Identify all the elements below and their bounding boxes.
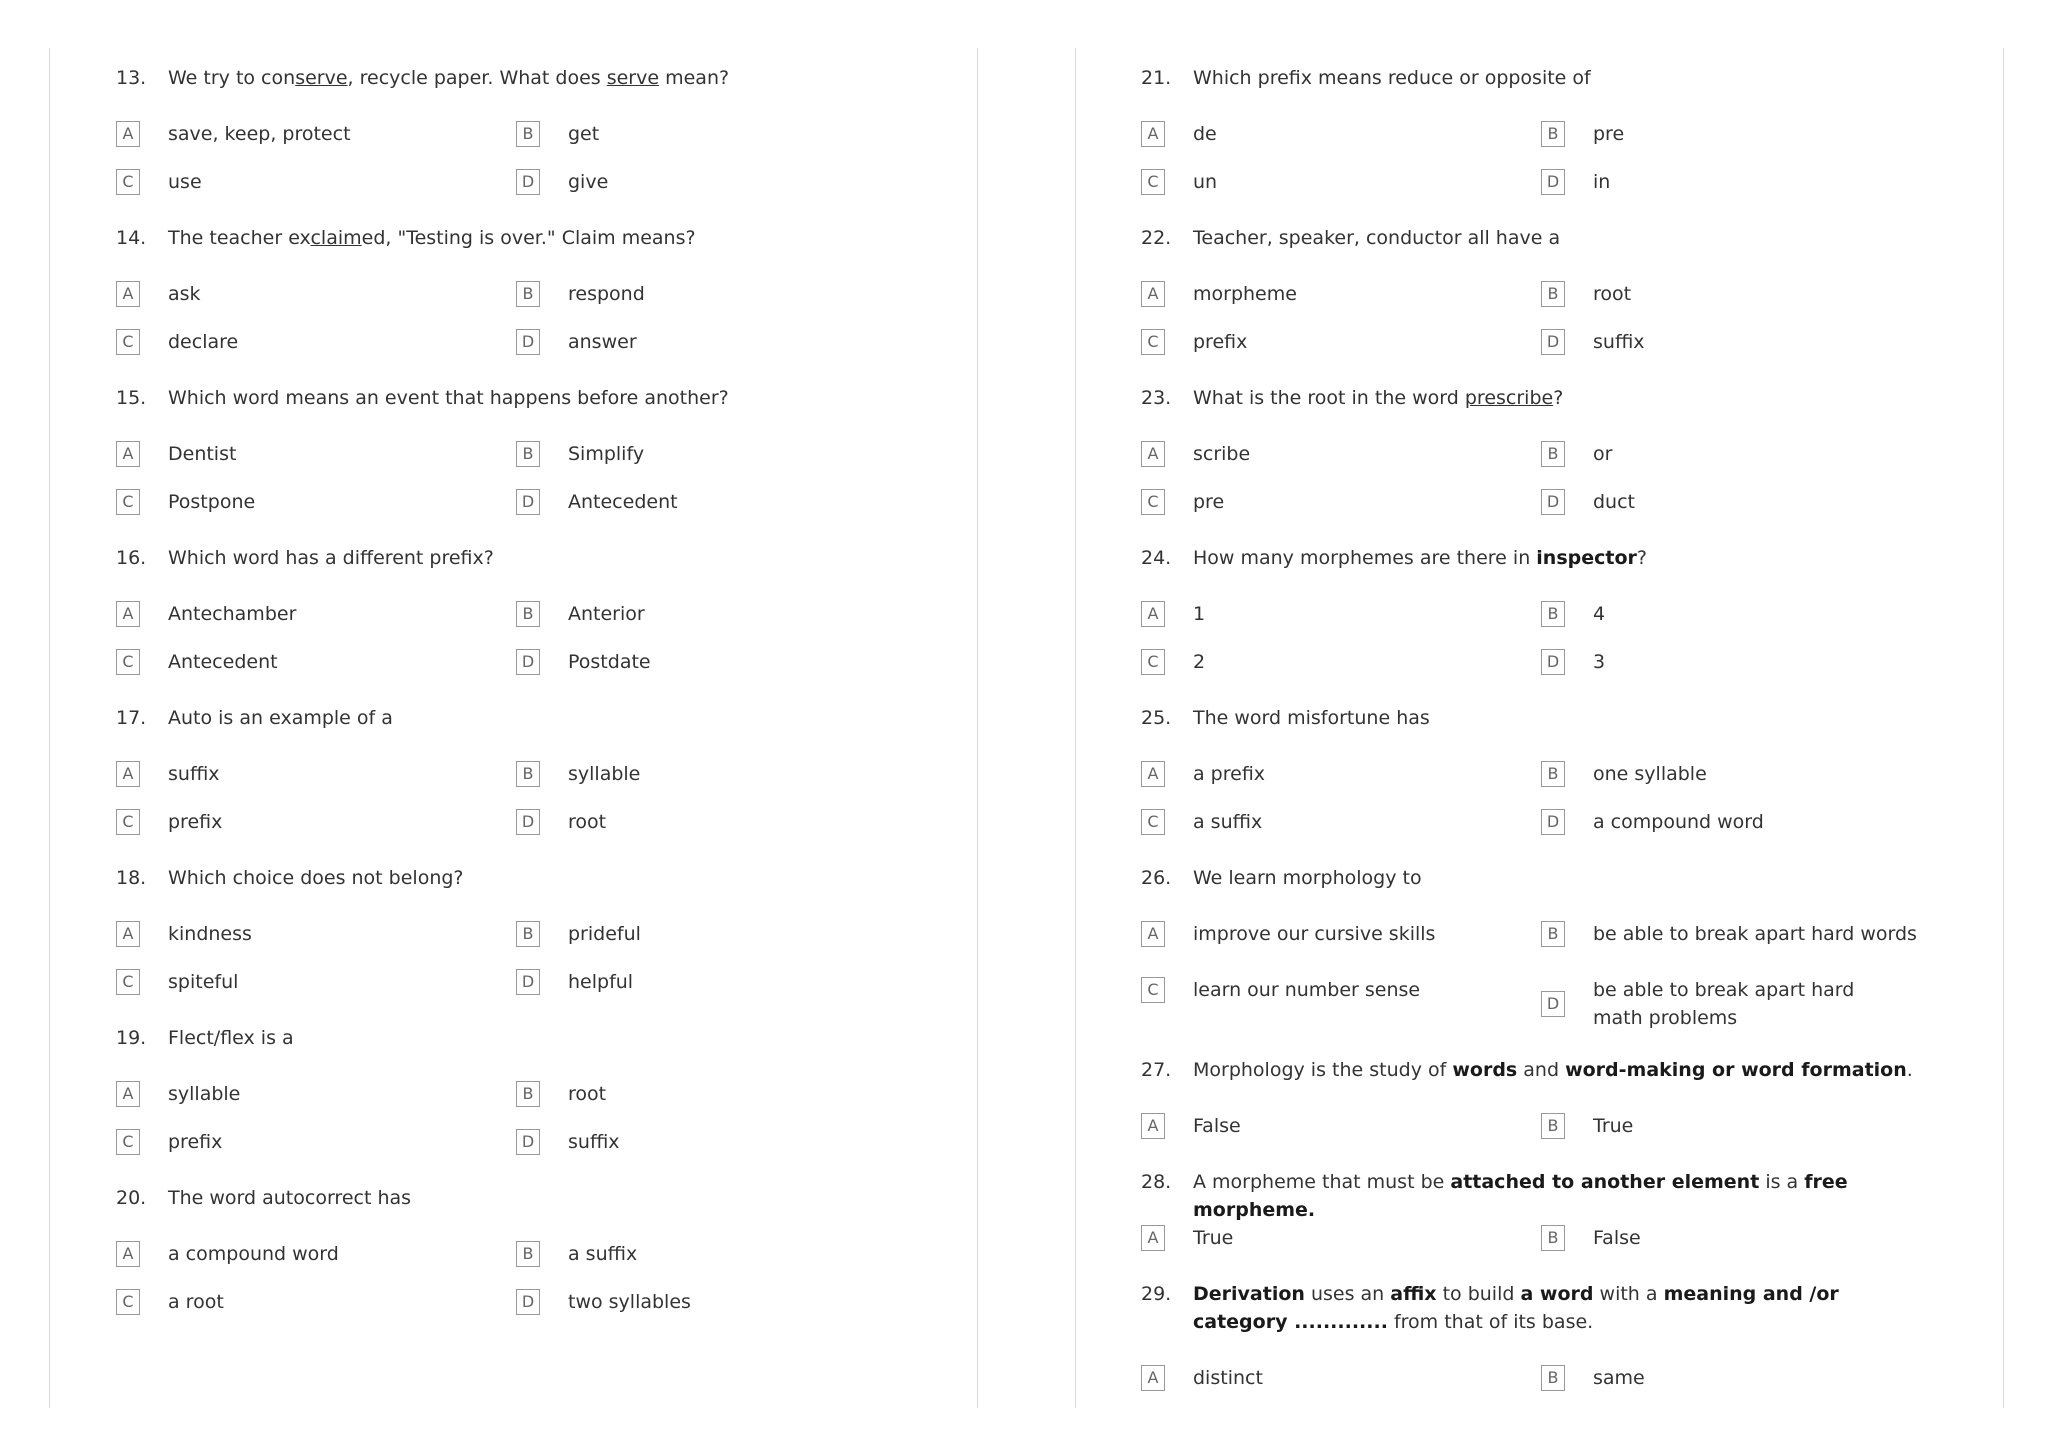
option-text: two syllables xyxy=(568,1291,691,1313)
option-text: root xyxy=(568,1083,607,1105)
option-text: pre xyxy=(1193,491,1225,513)
option-letter-box[interactable]: D xyxy=(1541,169,1565,195)
page-divider-right-edge xyxy=(2003,48,2004,1408)
answer-option-d[interactable] xyxy=(1541,168,1923,196)
option-letter-box[interactable]: B xyxy=(516,281,540,307)
question-number: 28. xyxy=(1141,1171,1172,1193)
answer-option-d[interactable] xyxy=(516,1288,898,1316)
question-number: 14. xyxy=(116,227,147,249)
question-header xyxy=(116,704,916,732)
option-text: True xyxy=(1593,1115,1634,1137)
option-letter-box[interactable]: C xyxy=(1141,649,1165,675)
question-text: What is the root in the word prescribe? xyxy=(1193,387,1564,409)
answer-option-c[interactable] xyxy=(116,168,498,196)
answer-option-c[interactable] xyxy=(116,808,498,836)
option-letter-box[interactable]: B xyxy=(1541,1113,1565,1139)
option-text: distinct xyxy=(1193,1367,1263,1389)
option-text: 2 xyxy=(1193,651,1206,673)
option-letter-box[interactable]: A xyxy=(1141,1225,1165,1251)
question-header xyxy=(1141,224,1941,252)
question-header xyxy=(1141,64,1941,92)
option-text: Postpone xyxy=(168,491,256,513)
question-14 xyxy=(116,224,916,353)
option-letter-box[interactable]: D xyxy=(516,489,540,515)
option-text: False xyxy=(1193,1115,1241,1137)
answer-option-b[interactable] xyxy=(516,920,898,948)
question-header xyxy=(116,1024,916,1052)
question-text: Which word has a different prefix? xyxy=(168,547,494,569)
question-number: 18. xyxy=(116,867,147,889)
option-text: scribe xyxy=(1193,443,1251,465)
page-divider-right-start xyxy=(1075,48,1076,1408)
option-text: prefix xyxy=(168,1131,223,1153)
option-text: False xyxy=(1593,1227,1641,1249)
option-letter-box[interactable]: B xyxy=(516,761,540,787)
question-number: 29. xyxy=(1141,1283,1172,1305)
option-text: un xyxy=(1193,171,1218,193)
option-letter-box[interactable]: B xyxy=(516,121,540,147)
option-text: in xyxy=(1593,171,1611,193)
answer-option-b[interactable] xyxy=(516,600,898,628)
answer-option-a[interactable] xyxy=(1141,760,1523,788)
option-text: prefix xyxy=(1193,331,1248,353)
option-text: prideful xyxy=(568,923,641,945)
answer-option-d[interactable] xyxy=(516,968,898,996)
question-text: The teacher exclaimed, "Testing is over." Claim means? xyxy=(168,227,696,249)
option-letter-box[interactable]: B xyxy=(1541,121,1565,147)
option-letter-box[interactable]: A xyxy=(116,121,140,147)
question-text: Morphology is the study of words and word-making or word formation. xyxy=(1193,1059,1913,1081)
question-text: How many morphemes are there in inspector? xyxy=(1193,547,1647,569)
option-letter-box[interactable]: D xyxy=(1541,329,1565,355)
answer-option-a[interactable] xyxy=(116,760,498,788)
option-letter-box[interactable]: B xyxy=(1541,1225,1565,1251)
answer-option-c[interactable] xyxy=(1141,488,1523,516)
option-letter-box[interactable]: C xyxy=(116,489,140,515)
question-text: Derivation uses an affix to build a word with a meaning and /or category ............. from that of its base. xyxy=(1193,1283,1839,1333)
question-23 xyxy=(1141,384,1941,513)
question-number: 19. xyxy=(116,1027,147,1049)
option-letter-box[interactable]: B xyxy=(516,601,540,627)
question-20 xyxy=(116,1184,916,1313)
question-header xyxy=(116,64,916,92)
option-letter-box[interactable]: C xyxy=(116,1289,140,1315)
option-letter-box[interactable]: A xyxy=(1141,921,1165,947)
question-number: 25. xyxy=(1141,707,1172,729)
option-text: improve our cursive skills xyxy=(1193,923,1436,945)
option-text: morpheme xyxy=(1193,283,1297,305)
option-letter-box[interactable]: B xyxy=(516,441,540,467)
answer-option-a[interactable] xyxy=(116,1240,498,1268)
answer-option-d[interactable] xyxy=(516,1128,898,1156)
answer-option-d[interactable] xyxy=(1541,976,1893,1032)
question-text: We learn morphology to xyxy=(1193,867,1422,889)
option-letter-box[interactable]: A xyxy=(1141,281,1165,307)
question-header xyxy=(1141,384,1941,412)
option-letter-box[interactable]: A xyxy=(116,761,140,787)
question-18 xyxy=(116,864,916,993)
page-divider-left-edge xyxy=(49,48,50,1408)
answer-option-d[interactable] xyxy=(1541,648,1923,676)
option-letter-box[interactable]: C xyxy=(116,969,140,995)
option-text: a compound word xyxy=(1593,811,1764,833)
answer-option-c[interactable] xyxy=(116,968,498,996)
answer-option-b[interactable] xyxy=(516,760,898,788)
option-text: pre xyxy=(1593,123,1625,145)
option-text: 1 xyxy=(1193,603,1206,625)
option-letter-box[interactable]: C xyxy=(1141,489,1165,515)
option-text: helpful xyxy=(568,971,634,993)
question-header xyxy=(1141,864,1941,892)
option-text: Anterior xyxy=(568,603,645,625)
answer-option-c[interactable] xyxy=(116,648,498,676)
option-text: learn our number sense xyxy=(1193,979,1421,1001)
option-letter-box[interactable]: D xyxy=(516,1289,540,1315)
option-text: give xyxy=(568,171,609,193)
option-letter-box[interactable]: D xyxy=(516,809,540,835)
question-25 xyxy=(1141,704,1941,833)
question-number: 23. xyxy=(1141,387,1172,409)
option-letter-box[interactable]: D xyxy=(516,649,540,675)
answer-option-b[interactable] xyxy=(516,120,898,148)
answer-option-a[interactable] xyxy=(1141,120,1523,148)
answer-option-d[interactable] xyxy=(1541,328,1923,356)
option-letter-box[interactable]: A xyxy=(116,441,140,467)
option-letter-box[interactable]: A xyxy=(1141,121,1165,147)
question-header xyxy=(116,544,916,572)
question-text: Flect/flex is a xyxy=(168,1027,294,1049)
option-letter-box[interactable]: B xyxy=(516,1081,540,1107)
answer-option-b[interactable] xyxy=(1541,1224,1923,1252)
option-text: same xyxy=(1593,1367,1645,1389)
option-letter-box[interactable]: C xyxy=(116,169,140,195)
answer-option-d[interactable] xyxy=(1541,808,1923,836)
option-letter-box[interactable]: A xyxy=(116,1241,140,1267)
option-letter-box[interactable]: C xyxy=(1141,977,1165,1003)
answer-option-b[interactable] xyxy=(516,1080,898,1108)
option-text: save, keep, protect xyxy=(168,123,351,145)
page-divider-left-end xyxy=(977,48,978,1408)
question-text: Teacher, speaker, conductor all have a xyxy=(1193,227,1561,249)
option-letter-box[interactable]: D xyxy=(1541,649,1565,675)
question-header xyxy=(1141,544,1941,572)
question-number: 21. xyxy=(1141,67,1172,89)
option-text: Antecedent xyxy=(568,491,678,513)
answer-option-b[interactable] xyxy=(1541,440,1923,468)
option-letter-box[interactable]: A xyxy=(1141,1365,1165,1391)
answer-option-d[interactable] xyxy=(516,808,898,836)
option-text: syllable xyxy=(168,1083,241,1105)
answer-option-a[interactable] xyxy=(1141,1224,1523,1252)
question-number: 16. xyxy=(116,547,147,569)
option-text: 3 xyxy=(1593,651,1606,673)
question-header xyxy=(116,384,916,412)
option-letter-box[interactable]: D xyxy=(1541,991,1565,1017)
question-16 xyxy=(116,544,916,673)
answer-option-b[interactable] xyxy=(1541,1112,1923,1140)
answer-option-a[interactable] xyxy=(116,600,498,628)
question-text: Which choice does not belong? xyxy=(168,867,464,889)
option-text: suffix xyxy=(568,1131,620,1153)
option-letter-box[interactable]: D xyxy=(516,169,540,195)
option-text: Antecedent xyxy=(168,651,278,673)
answer-option-c[interactable] xyxy=(1141,168,1523,196)
option-letter-box[interactable]: D xyxy=(516,1129,540,1155)
option-text: a prefix xyxy=(1193,763,1266,785)
option-text: ask xyxy=(168,283,201,305)
option-text: use xyxy=(168,171,202,193)
option-text: spiteful xyxy=(168,971,239,993)
answer-option-d[interactable] xyxy=(1541,488,1923,516)
question-number: 15. xyxy=(116,387,147,409)
question-header xyxy=(1141,1056,1941,1084)
question-number: 17. xyxy=(116,707,147,729)
option-text: answer xyxy=(568,331,637,353)
answer-option-a[interactable] xyxy=(116,1080,498,1108)
option-text: root xyxy=(568,811,607,833)
option-letter-box[interactable]: D xyxy=(1541,489,1565,515)
answer-option-a[interactable] xyxy=(116,920,498,948)
answer-option-d[interactable] xyxy=(516,648,898,676)
option-letter-box[interactable]: B xyxy=(1541,441,1565,467)
answer-option-a[interactable] xyxy=(1141,920,1523,948)
option-text: Antechamber xyxy=(168,603,297,625)
option-text: a suffix xyxy=(1193,811,1263,833)
option-letter-box[interactable]: C xyxy=(116,329,140,355)
option-text: root xyxy=(1593,283,1632,305)
answer-option-c[interactable] xyxy=(116,488,498,516)
option-text: prefix xyxy=(168,811,223,833)
question-header xyxy=(116,1184,916,1212)
option-letter-box[interactable]: A xyxy=(116,921,140,947)
answer-option-b[interactable] xyxy=(1541,920,1923,948)
option-text: be able to break apart hard math problems xyxy=(1593,979,1855,1029)
option-letter-box[interactable]: A xyxy=(116,1081,140,1107)
question-number: 22. xyxy=(1141,227,1172,249)
answer-option-b[interactable] xyxy=(516,1240,898,1268)
answer-option-b[interactable] xyxy=(516,440,898,468)
option-text: duct xyxy=(1593,491,1635,513)
question-24 xyxy=(1141,544,1941,673)
option-letter-box[interactable]: B xyxy=(1541,761,1565,787)
option-letter-box[interactable]: A xyxy=(1141,441,1165,467)
answer-option-a[interactable] xyxy=(1141,1112,1523,1140)
option-text: de xyxy=(1193,123,1217,145)
option-letter-box[interactable]: D xyxy=(516,329,540,355)
option-text: suffix xyxy=(1593,331,1645,353)
option-letter-box[interactable]: C xyxy=(1141,169,1165,195)
option-letter-box[interactable]: D xyxy=(1541,809,1565,835)
option-letter-box[interactable]: C xyxy=(1141,329,1165,355)
answer-option-a[interactable] xyxy=(1141,440,1523,468)
answer-option-c[interactable] xyxy=(116,328,498,356)
question-text: The word misfortune has xyxy=(1193,707,1430,729)
option-letter-box[interactable]: B xyxy=(1541,1365,1565,1391)
answer-option-d[interactable] xyxy=(516,328,898,356)
option-letter-box[interactable]: D xyxy=(516,969,540,995)
option-text: a root xyxy=(168,1291,224,1313)
answer-option-b[interactable] xyxy=(1541,120,1923,148)
option-text: a compound word xyxy=(168,1243,339,1265)
answer-option-a[interactable] xyxy=(116,280,498,308)
option-letter-box[interactable]: C xyxy=(1141,809,1165,835)
question-header xyxy=(116,224,916,252)
question-29 xyxy=(1141,1280,1941,1389)
option-text: respond xyxy=(568,283,645,305)
answer-option-c[interactable] xyxy=(116,1288,498,1316)
answer-option-c[interactable] xyxy=(116,1128,498,1156)
answer-option-c[interactable] xyxy=(1141,808,1523,836)
question-text: Which word means an event that happens before another? xyxy=(168,387,729,409)
option-text: 4 xyxy=(1593,603,1606,625)
option-text: True xyxy=(1193,1227,1234,1249)
option-letter-box[interactable]: A xyxy=(1141,761,1165,787)
answer-option-b[interactable] xyxy=(516,280,898,308)
option-letter-box[interactable]: C xyxy=(116,1129,140,1155)
answer-option-b[interactable] xyxy=(1541,600,1923,628)
question-28 xyxy=(1141,1168,1941,1249)
option-letter-box[interactable]: A xyxy=(116,281,140,307)
answer-option-b[interactable] xyxy=(1541,280,1923,308)
answer-option-d[interactable] xyxy=(516,168,898,196)
answer-option-d[interactable] xyxy=(516,488,898,516)
option-letter-box[interactable]: C xyxy=(116,649,140,675)
option-text: kindness xyxy=(168,923,252,945)
option-text: get xyxy=(568,123,600,145)
option-letter-box[interactable]: B xyxy=(516,1241,540,1267)
option-text: be able to break apart hard words xyxy=(1593,923,1917,945)
option-letter-box[interactable]: C xyxy=(116,809,140,835)
option-text: a suffix xyxy=(568,1243,638,1265)
option-text: suffix xyxy=(168,763,220,785)
answer-option-a[interactable] xyxy=(116,120,498,148)
answer-option-b[interactable] xyxy=(1541,760,1923,788)
question-number: 27. xyxy=(1141,1059,1172,1081)
option-text: or xyxy=(1593,443,1613,465)
answer-option-c[interactable] xyxy=(1141,328,1523,356)
question-13 xyxy=(116,64,916,193)
option-letter-box[interactable]: A xyxy=(1141,1113,1165,1139)
question-19 xyxy=(116,1024,916,1153)
answer-option-a[interactable] xyxy=(1141,280,1523,308)
question-15 xyxy=(116,384,916,513)
question-text: A morpheme that must be attached to another element is a free morpheme. xyxy=(1193,1171,1848,1221)
option-text: Simplify xyxy=(568,443,645,465)
answer-option-a[interactable] xyxy=(1141,1364,1523,1392)
option-text: Dentist xyxy=(168,443,237,465)
option-text: syllable xyxy=(568,763,641,785)
answer-option-b[interactable] xyxy=(1541,1364,1923,1392)
question-26 xyxy=(1141,864,1941,1029)
question-number: 20. xyxy=(116,1187,147,1209)
question-text: Which prefix means reduce or opposite of xyxy=(1193,67,1591,89)
option-text: one syllable xyxy=(1593,763,1707,785)
option-text: Postdate xyxy=(568,651,651,673)
question-header xyxy=(1141,1168,1941,1224)
question-17 xyxy=(116,704,916,833)
question-header xyxy=(1141,704,1941,732)
question-number: 24. xyxy=(1141,547,1172,569)
option-text: declare xyxy=(168,331,239,353)
question-number: 13. xyxy=(116,67,147,89)
option-letter-box[interactable]: B xyxy=(1541,601,1565,627)
question-21 xyxy=(1141,64,1941,193)
option-letter-box[interactable]: A xyxy=(116,601,140,627)
question-header xyxy=(1141,1280,1941,1336)
question-text: The word autocorrect has xyxy=(168,1187,412,1209)
answer-option-c[interactable] xyxy=(1141,976,1523,1004)
answer-option-a[interactable] xyxy=(1141,600,1523,628)
question-text: We try to conserve, recycle paper. What does serve mean? xyxy=(168,67,730,89)
question-22 xyxy=(1141,224,1941,353)
option-letter-box[interactable]: B xyxy=(1541,281,1565,307)
question-number: 26. xyxy=(1141,867,1172,889)
question-header xyxy=(116,864,916,892)
question-27 xyxy=(1141,1056,1941,1137)
answer-option-c[interactable] xyxy=(1141,648,1523,676)
answer-option-a[interactable] xyxy=(116,440,498,468)
option-letter-box[interactable]: B xyxy=(516,921,540,947)
option-letter-box[interactable]: B xyxy=(1541,921,1565,947)
question-text: Auto is an example of a xyxy=(168,707,393,729)
option-letter-box[interactable]: A xyxy=(1141,601,1165,627)
